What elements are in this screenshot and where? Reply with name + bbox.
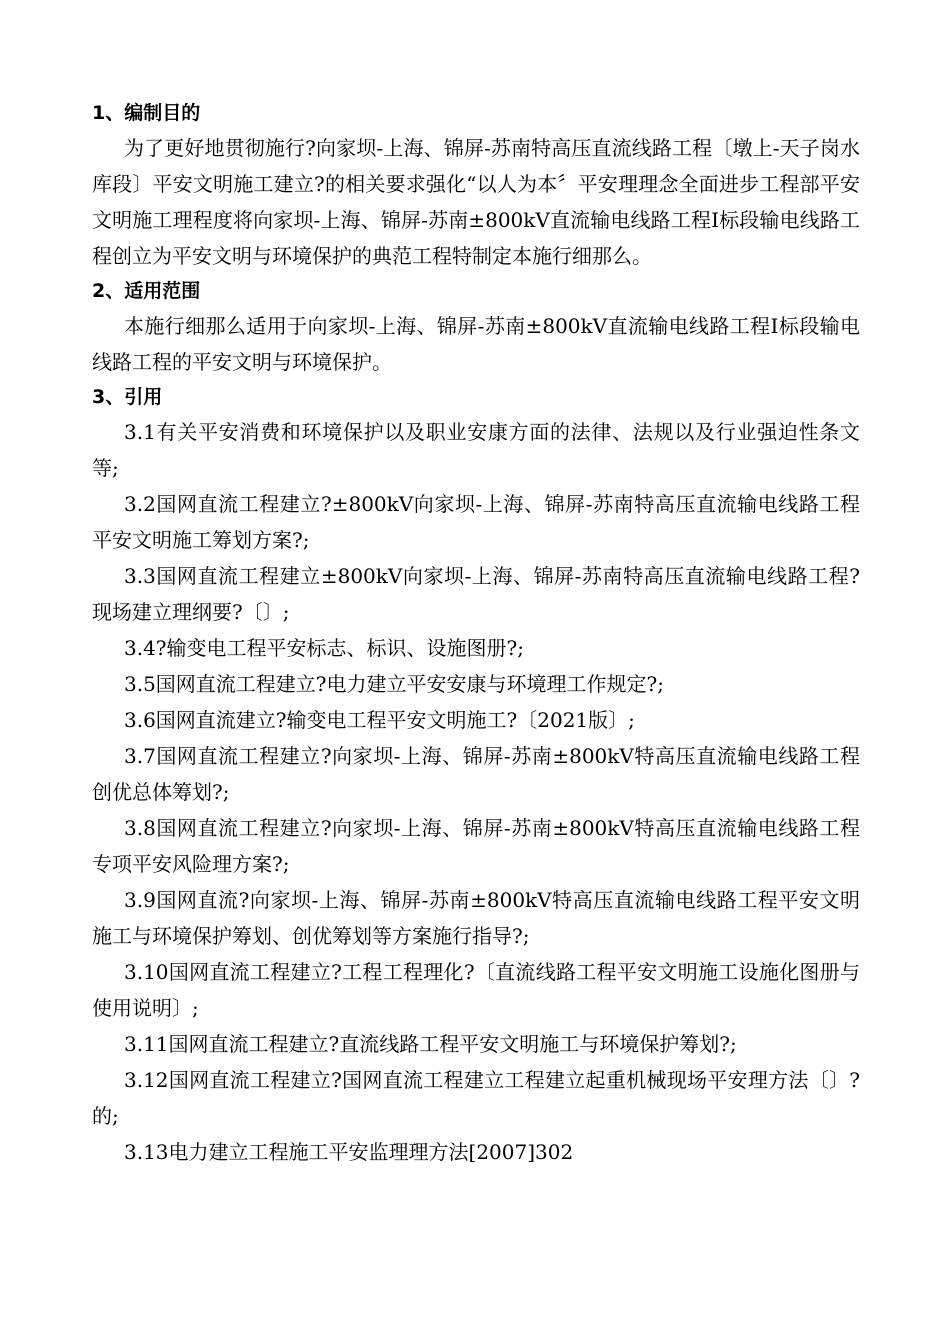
reference-item: 3.3国网直流工程建立±800kV向家坝-上海、锦屏-苏南特高压直流输电线路工程?现场建立理纲要?〔〕;	[92, 564, 860, 624]
paragraph: 为了更好地贯彻施行?向家坝-上海、锦屏-苏南特高压直流线路工程〔墩上-天子岗水库段〕平安文明施工建立?的相关要求强化“以人为本〞平安理理念全面进步工程部平安文明施工理程度将向家坝-上海、锦屏-苏南±800kV直流输电线路工程Ⅰ标段输电线路工程创立为平安文明与环境保护的典范工程特制定本施行细那么。	[92, 136, 860, 268]
reference-item: 3.4?输变电工程平安标志、标识、设施图册?;	[124, 636, 524, 660]
section-references	[92, 380, 860, 1170]
reference-item: 3.2国网直流工程建立?±800kV向家坝-上海、锦屏-苏南特高压直流输电线路工程平安文明施工筹划方案?;	[92, 492, 860, 552]
reference-item: 3.7国网直流工程建立?向家坝-上海、锦屏-苏南±800kV特高压直流输电线路工程创优总体筹划?;	[92, 744, 860, 804]
reference-item: 3.11国网直流工程建立?直流线路工程平安文明施工与环境保护筹划?;	[124, 1032, 737, 1056]
section-heading: 3、引用	[92, 386, 163, 408]
reference-item: 3.9国网直流?向家坝-上海、锦屏-苏南±800kV特高压直流输电线路工程平安文明施工与环境保护筹划、创优筹划等方案施行指导?;	[92, 888, 860, 948]
section-purpose	[92, 96, 860, 274]
reference-item: 3.13电力建立工程施工平安监理理方法[2007]302	[124, 1140, 574, 1164]
reference-item: 3.5国网直流工程建立?电力建立平安安康与环境理工作规定?;	[124, 672, 664, 696]
section-heading: 1、编制目的	[92, 102, 201, 124]
section-heading: 2、适用范围	[92, 280, 201, 302]
reference-item: 3.8国网直流工程建立?向家坝-上海、锦屏-苏南±800kV特高压直流输电线路工程专项平安风险理方案?;	[92, 816, 860, 876]
reference-item: 3.12国网直流工程建立?国网直流工程建立工程建立起重机械现场平安理方法〔〕?的;	[92, 1068, 860, 1128]
reference-item: 3.10国网直流工程建立?工程工程理化?〔直流线路工程平安文明施工设施化图册与使用说明〕;	[92, 960, 860, 1020]
reference-item: 3.1有关平安消费和环境保护以及职业安康方面的法律、法规以及行业强迫性条文等;	[92, 420, 860, 480]
reference-item: 3.6国网直流建立?输变电工程平安文明施工?〔2021版〕;	[124, 708, 635, 732]
paragraph: 本施行细那么适用于向家坝-上海、锦屏-苏南±800kV直流输电线路工程Ⅰ标段输电线路工程的平安文明与环境保护。	[92, 314, 860, 374]
section-scope	[92, 274, 860, 380]
document-body	[92, 96, 860, 1170]
